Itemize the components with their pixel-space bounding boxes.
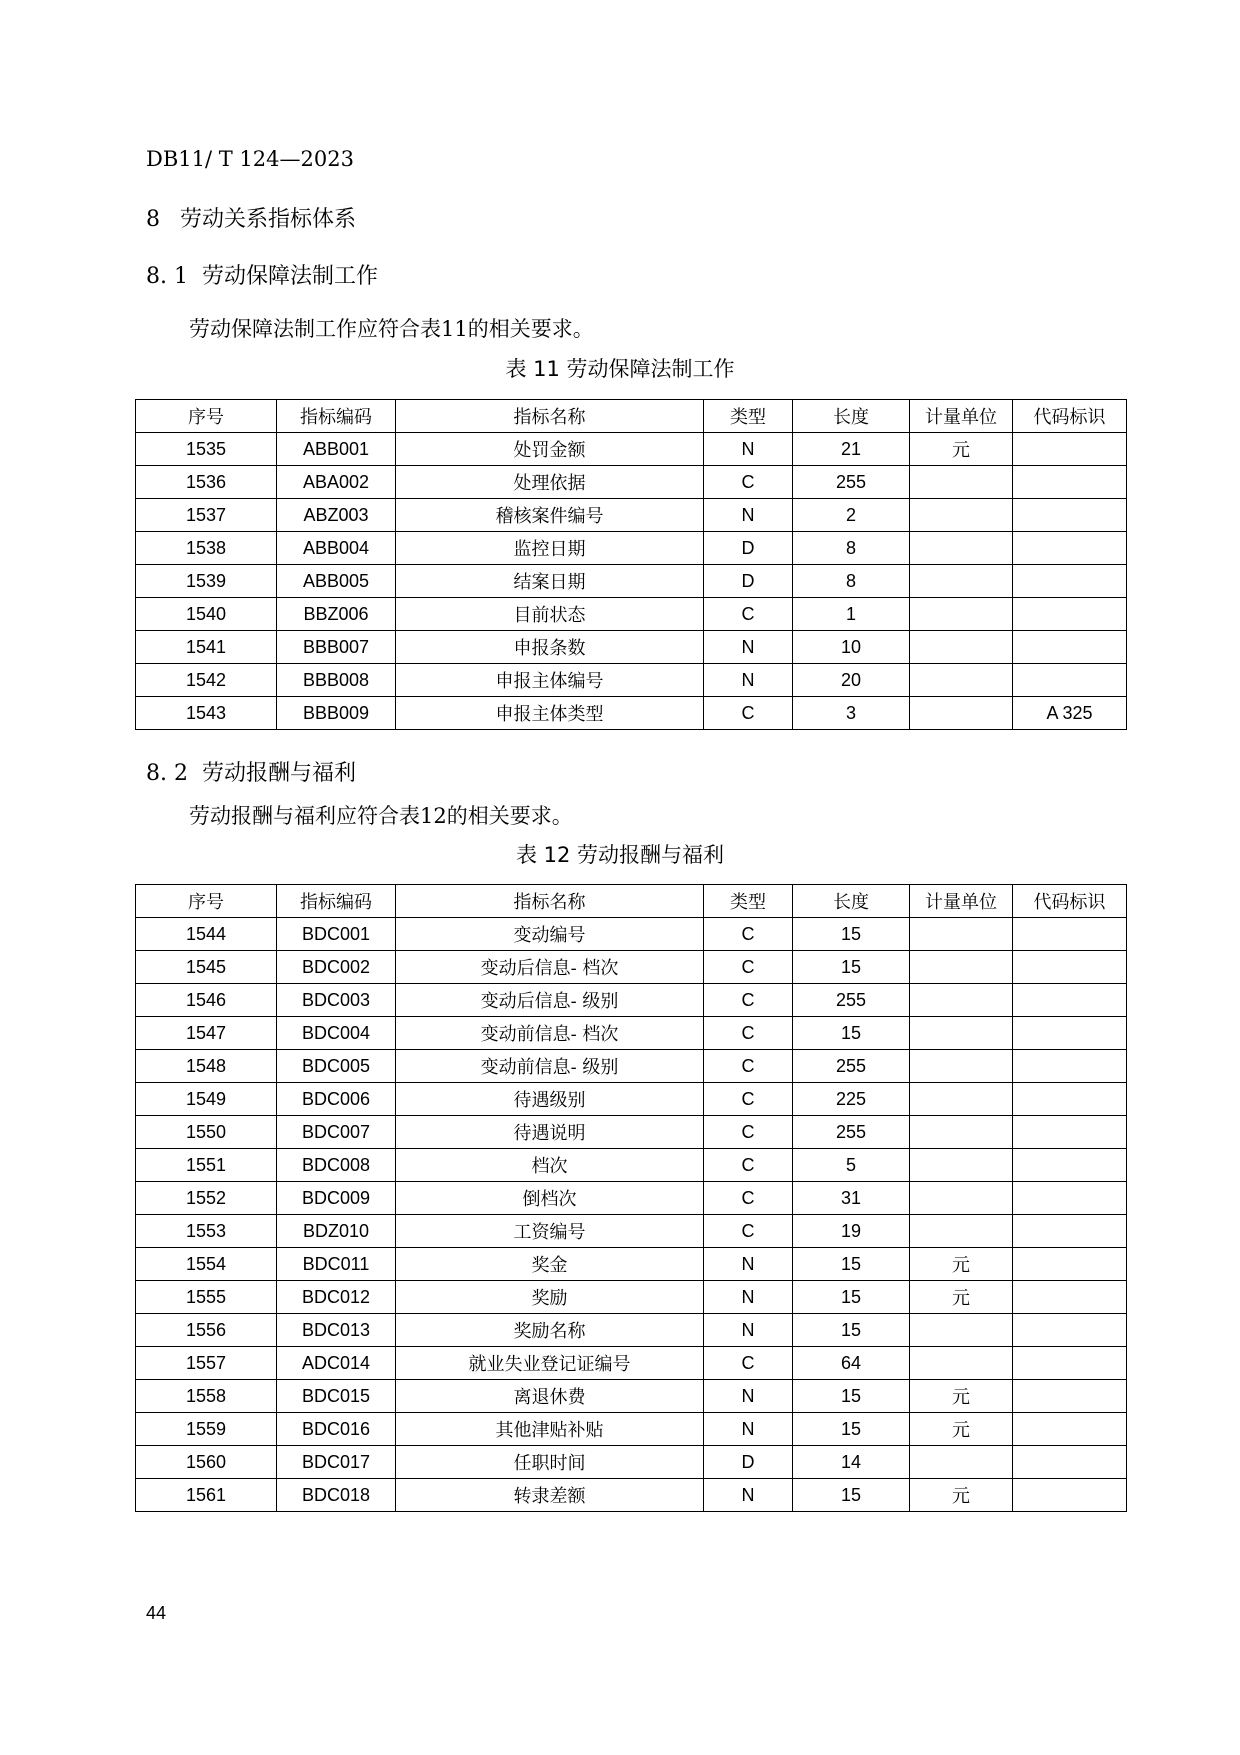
- cell-code: BDC017: [277, 1446, 396, 1479]
- cell-code-id: [1013, 1182, 1127, 1215]
- cell-name: 档次: [396, 1149, 704, 1182]
- intro-paragraph-8-1: 劳动保障法制工作应符合表11的相关要求。: [189, 317, 594, 341]
- cell-type: D: [704, 565, 793, 598]
- cell-name: 待遇级别: [396, 1083, 704, 1116]
- cell-code: BBB007: [277, 631, 396, 664]
- table-row: [136, 1281, 1127, 1314]
- cell-name: 工资编号: [396, 1215, 704, 1248]
- cell-name: 申报主体类型: [396, 697, 704, 730]
- column-header-name: 指标名称: [396, 400, 704, 433]
- cell-length: 255: [793, 984, 910, 1017]
- cell-unit: [910, 1215, 1013, 1248]
- table-12-body: [136, 918, 1127, 1512]
- cell-type: C: [704, 1050, 793, 1083]
- cell-type: C: [704, 1347, 793, 1380]
- cell-length: 255: [793, 1116, 910, 1149]
- cell-unit: [910, 499, 1013, 532]
- cell-index: 1541: [136, 631, 277, 664]
- column-header-code-id: 代码标识: [1013, 885, 1127, 918]
- cell-code: ABB004: [277, 532, 396, 565]
- cell-name: 待遇说明: [396, 1116, 704, 1149]
- cell-name: 结案日期: [396, 565, 704, 598]
- cell-code: BDC004: [277, 1017, 396, 1050]
- cell-unit: [910, 697, 1013, 730]
- cell-name: 变动前信息- 级别: [396, 1050, 704, 1083]
- cell-code-id: [1013, 664, 1127, 697]
- subsection-heading-8-2: [146, 756, 356, 787]
- cell-length: 15: [793, 1314, 910, 1347]
- cell-name: 变动后信息- 档次: [396, 951, 704, 984]
- column-header-type: 类型: [704, 400, 793, 433]
- cell-index: 1545: [136, 951, 277, 984]
- table-header-row: [136, 400, 1127, 433]
- cell-code-id: A 325: [1013, 697, 1127, 730]
- table-row: [136, 1314, 1127, 1347]
- cell-code-id: [1013, 1347, 1127, 1380]
- cell-code-id: [1013, 631, 1127, 664]
- cell-length: 19: [793, 1215, 910, 1248]
- cell-code-id: [1013, 499, 1127, 532]
- cell-code: BDC016: [277, 1413, 396, 1446]
- document-code: DB11/ T 124—2023: [146, 147, 354, 171]
- cell-index: 1552: [136, 1182, 277, 1215]
- cell-type: N: [704, 1248, 793, 1281]
- cell-type: N: [704, 1314, 793, 1347]
- cell-code: ABB001: [277, 433, 396, 466]
- cell-length: 8: [793, 532, 910, 565]
- table-row: [136, 565, 1127, 598]
- cell-type: C: [704, 984, 793, 1017]
- cell-code-id: [1013, 1116, 1127, 1149]
- cell-code-id: [1013, 532, 1127, 565]
- cell-name: 任职时间: [396, 1446, 704, 1479]
- column-header-index: 序号: [136, 400, 277, 433]
- cell-unit: [910, 1446, 1013, 1479]
- cell-length: 14: [793, 1446, 910, 1479]
- cell-code: BDC006: [277, 1083, 396, 1116]
- section-number: 8: [146, 207, 160, 232]
- cell-type: N: [704, 631, 793, 664]
- table-row: [136, 532, 1127, 565]
- cell-length: 8: [793, 565, 910, 598]
- cell-code-id: [1013, 1281, 1127, 1314]
- table-row: [136, 466, 1127, 499]
- column-header-name: 指标名称: [396, 885, 704, 918]
- table-header-row: [136, 885, 1127, 918]
- cell-unit: 元: [910, 1380, 1013, 1413]
- cell-index: 1561: [136, 1479, 277, 1512]
- cell-index: 1557: [136, 1347, 277, 1380]
- intro-paragraph-8-2: 劳动报酬与福利应符合表12的相关要求。: [189, 804, 573, 828]
- cell-unit: [910, 565, 1013, 598]
- table-11-body: [136, 433, 1127, 730]
- cell-type: C: [704, 1083, 793, 1116]
- cell-type: N: [704, 499, 793, 532]
- column-header-index: 序号: [136, 885, 277, 918]
- cell-code: BDC013: [277, 1314, 396, 1347]
- cell-length: 15: [793, 1413, 910, 1446]
- cell-index: 1538: [136, 532, 277, 565]
- cell-index: 1544: [136, 918, 277, 951]
- cell-unit: [910, 532, 1013, 565]
- table-row: [136, 1017, 1127, 1050]
- table-row: [136, 1347, 1127, 1380]
- cell-length: 20: [793, 664, 910, 697]
- cell-type: N: [704, 664, 793, 697]
- cell-type: C: [704, 598, 793, 631]
- cell-type: D: [704, 1446, 793, 1479]
- cell-index: 1553: [136, 1215, 277, 1248]
- cell-name: 稽核案件编号: [396, 499, 704, 532]
- cell-name: 申报条数: [396, 631, 704, 664]
- cell-index: 1546: [136, 984, 277, 1017]
- cell-code-id: [1013, 433, 1127, 466]
- cell-length: 255: [793, 466, 910, 499]
- cell-unit: 元: [910, 1479, 1013, 1512]
- column-header-code-id: 代码标识: [1013, 400, 1127, 433]
- cell-index: 1550: [136, 1116, 277, 1149]
- cell-code: BDC012: [277, 1281, 396, 1314]
- cell-name: 处理依据: [396, 466, 704, 499]
- cell-index: 1542: [136, 664, 277, 697]
- cell-code: BDZ010: [277, 1215, 396, 1248]
- table-row: [136, 1413, 1127, 1446]
- cell-index: 1539: [136, 565, 277, 598]
- cell-index: 1560: [136, 1446, 277, 1479]
- cell-code-id: [1013, 1380, 1127, 1413]
- cell-length: 31: [793, 1182, 910, 1215]
- cell-unit: 元: [910, 1248, 1013, 1281]
- cell-index: 1548: [136, 1050, 277, 1083]
- table-row: [136, 1215, 1127, 1248]
- cell-unit: [910, 1050, 1013, 1083]
- cell-length: 21: [793, 433, 910, 466]
- cell-length: 10: [793, 631, 910, 664]
- cell-length: 255: [793, 1050, 910, 1083]
- table-row: [136, 1182, 1127, 1215]
- cell-code: BDC005: [277, 1050, 396, 1083]
- cell-length: 64: [793, 1347, 910, 1380]
- cell-unit: [910, 1116, 1013, 1149]
- cell-code: ABZ003: [277, 499, 396, 532]
- column-header-length: 长度: [793, 400, 910, 433]
- cell-unit: [910, 984, 1013, 1017]
- cell-code-id: [1013, 1083, 1127, 1116]
- table-row: [136, 1248, 1127, 1281]
- cell-name: 就业失业登记证编号: [396, 1347, 704, 1380]
- cell-length: 3: [793, 697, 910, 730]
- cell-code: BDC008: [277, 1149, 396, 1182]
- cell-index: 1559: [136, 1413, 277, 1446]
- table-row: [136, 598, 1127, 631]
- cell-code: BDC011: [277, 1248, 396, 1281]
- cell-code: BDC001: [277, 918, 396, 951]
- cell-code-id: [1013, 1413, 1127, 1446]
- cell-type: C: [704, 1149, 793, 1182]
- cell-code-id: [1013, 598, 1127, 631]
- cell-name: 申报主体编号: [396, 664, 704, 697]
- cell-code: BDC002: [277, 951, 396, 984]
- cell-unit: [910, 1314, 1013, 1347]
- cell-name: 变动前信息- 档次: [396, 1017, 704, 1050]
- cell-length: 15: [793, 951, 910, 984]
- cell-type: C: [704, 951, 793, 984]
- cell-type: N: [704, 1281, 793, 1314]
- cell-index: 1551: [136, 1149, 277, 1182]
- cell-length: 15: [793, 918, 910, 951]
- cell-code: BBZ006: [277, 598, 396, 631]
- subsection-title: 劳动报酬与福利: [202, 761, 357, 786]
- cell-unit: [910, 1149, 1013, 1182]
- cell-code: ABB005: [277, 565, 396, 598]
- cell-unit: [910, 1347, 1013, 1380]
- cell-length: 225: [793, 1083, 910, 1116]
- cell-index: 1547: [136, 1017, 277, 1050]
- table-row: [136, 433, 1127, 466]
- cell-unit: [910, 664, 1013, 697]
- cell-code-id: [1013, 466, 1127, 499]
- cell-length: 2: [793, 499, 910, 532]
- cell-unit: [910, 598, 1013, 631]
- cell-name: 监控日期: [396, 532, 704, 565]
- cell-index: 1536: [136, 466, 277, 499]
- table-row: [136, 1380, 1127, 1413]
- column-header-code: 指标编码: [277, 400, 396, 433]
- column-header-length: 长度: [793, 885, 910, 918]
- table-row: [136, 984, 1127, 1017]
- cell-index: 1543: [136, 697, 277, 730]
- cell-index: 1558: [136, 1380, 277, 1413]
- table-11: [135, 399, 1127, 730]
- cell-name: 奖励: [396, 1281, 704, 1314]
- table-12: [135, 884, 1127, 1512]
- cell-code-id: [1013, 1314, 1127, 1347]
- cell-name: 目前状态: [396, 598, 704, 631]
- table-row: [136, 1446, 1127, 1479]
- cell-length: 5: [793, 1149, 910, 1182]
- cell-length: 15: [793, 1380, 910, 1413]
- cell-name: 离退休费: [396, 1380, 704, 1413]
- table-row: [136, 499, 1127, 532]
- cell-code-id: [1013, 1248, 1127, 1281]
- cell-code-id: [1013, 1050, 1127, 1083]
- section-heading: [146, 202, 356, 233]
- subsection-heading-8-1: [146, 259, 378, 290]
- cell-unit: [910, 1083, 1013, 1116]
- table-row: [136, 664, 1127, 697]
- cell-type: C: [704, 1116, 793, 1149]
- cell-code: BDC015: [277, 1380, 396, 1413]
- cell-type: C: [704, 697, 793, 730]
- cell-name: 其他津贴补贴: [396, 1413, 704, 1446]
- cell-code-id: [1013, 951, 1127, 984]
- section-title: 劳动关系指标体系: [180, 207, 357, 232]
- cell-type: C: [704, 1017, 793, 1050]
- cell-unit: [910, 1182, 1013, 1215]
- table-row: [136, 951, 1127, 984]
- cell-index: 1549: [136, 1083, 277, 1116]
- cell-code: ADC014: [277, 1347, 396, 1380]
- cell-type: D: [704, 532, 793, 565]
- column-header-unit: 计量单位: [910, 885, 1013, 918]
- table-row: [136, 1083, 1127, 1116]
- cell-code-id: [1013, 1215, 1127, 1248]
- cell-type: C: [704, 466, 793, 499]
- cell-code-id: [1013, 1446, 1127, 1479]
- cell-type: C: [704, 1215, 793, 1248]
- column-header-code: 指标编码: [277, 885, 396, 918]
- table-row: [136, 631, 1127, 664]
- cell-name: 转隶差额: [396, 1479, 704, 1512]
- cell-code: BDC009: [277, 1182, 396, 1215]
- cell-code: BBB009: [277, 697, 396, 730]
- table-row: [136, 697, 1127, 730]
- subsection-title: 劳动保障法制工作: [202, 264, 379, 289]
- cell-unit: [910, 466, 1013, 499]
- cell-length: 15: [793, 1479, 910, 1512]
- cell-index: 1555: [136, 1281, 277, 1314]
- cell-index: 1540: [136, 598, 277, 631]
- table-row: [136, 1149, 1127, 1182]
- cell-code-id: [1013, 565, 1127, 598]
- cell-code: BDC007: [277, 1116, 396, 1149]
- cell-index: 1535: [136, 433, 277, 466]
- cell-name: 变动后信息- 级别: [396, 984, 704, 1017]
- page-number: 44: [146, 1603, 167, 1623]
- table-row: [136, 1479, 1127, 1512]
- table-12-caption: 表 12 劳动报酬与福利: [515, 843, 725, 867]
- cell-type: N: [704, 1479, 793, 1512]
- cell-code-id: [1013, 1479, 1127, 1512]
- cell-unit: [910, 951, 1013, 984]
- cell-type: C: [704, 1182, 793, 1215]
- cell-unit: [910, 918, 1013, 951]
- cell-name: 处罚金额: [396, 433, 704, 466]
- cell-unit: [910, 1017, 1013, 1050]
- cell-code-id: [1013, 918, 1127, 951]
- cell-length: 15: [793, 1281, 910, 1314]
- cell-code: ABA002: [277, 466, 396, 499]
- table-row: [136, 1050, 1127, 1083]
- cell-code-id: [1013, 1149, 1127, 1182]
- cell-name: 奖励名称: [396, 1314, 704, 1347]
- cell-code: BDC018: [277, 1479, 396, 1512]
- cell-index: 1556: [136, 1314, 277, 1347]
- cell-length: 15: [793, 1017, 910, 1050]
- cell-unit: 元: [910, 1281, 1013, 1314]
- cell-type: N: [704, 1380, 793, 1413]
- subsection-number: 8. 1: [146, 264, 188, 289]
- cell-code: BBB008: [277, 664, 396, 697]
- cell-code: BDC003: [277, 984, 396, 1017]
- subsection-number: 8. 2: [146, 761, 188, 786]
- cell-unit: [910, 631, 1013, 664]
- cell-length: 1: [793, 598, 910, 631]
- cell-type: C: [704, 918, 793, 951]
- cell-type: N: [704, 1413, 793, 1446]
- cell-name: 奖金: [396, 1248, 704, 1281]
- cell-index: 1537: [136, 499, 277, 532]
- table-11-caption: 表 11 劳动保障法制工作: [505, 357, 735, 381]
- cell-length: 15: [793, 1248, 910, 1281]
- cell-name: 倒档次: [396, 1182, 704, 1215]
- column-header-unit: 计量单位: [910, 400, 1013, 433]
- cell-code-id: [1013, 984, 1127, 1017]
- cell-unit: 元: [910, 1413, 1013, 1446]
- column-header-type: 类型: [704, 885, 793, 918]
- cell-index: 1554: [136, 1248, 277, 1281]
- table-row: [136, 918, 1127, 951]
- table-row: [136, 1116, 1127, 1149]
- cell-unit: 元: [910, 433, 1013, 466]
- cell-type: N: [704, 433, 793, 466]
- cell-code-id: [1013, 1017, 1127, 1050]
- cell-name: 变动编号: [396, 918, 704, 951]
